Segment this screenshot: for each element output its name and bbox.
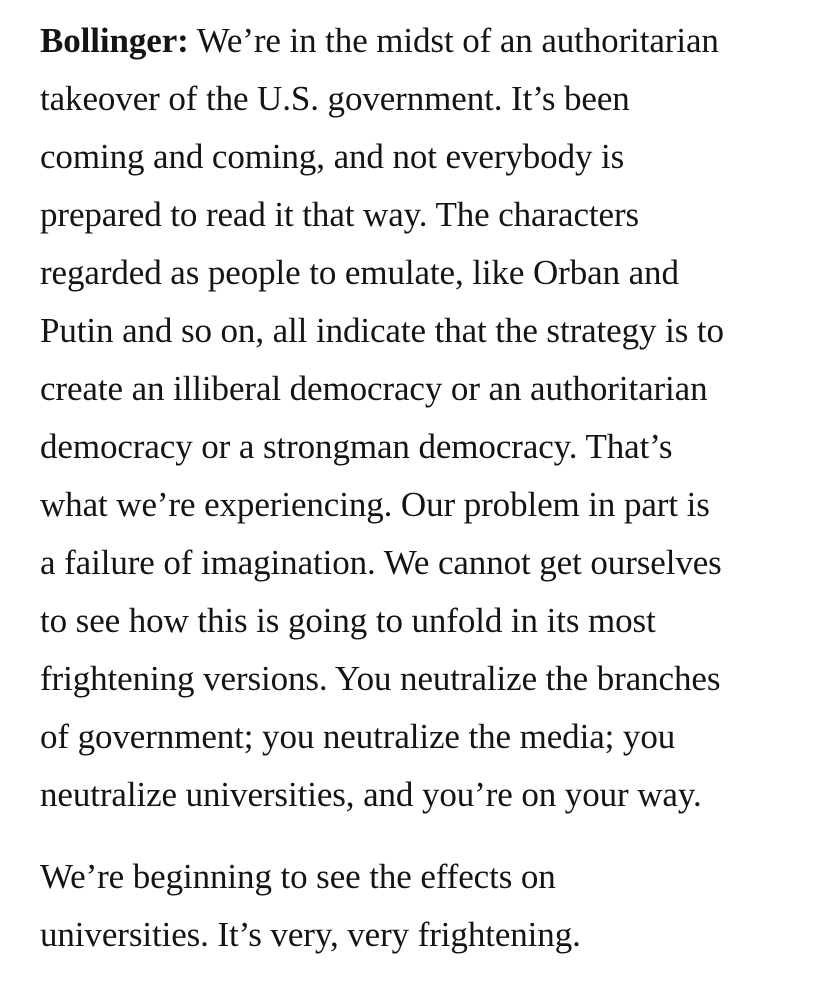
text-line: neutralize universities, and you’re on your way.: [40, 775, 702, 814]
text-line: regarded as people to emulate, like Orban and: [40, 253, 679, 292]
article-body: [40, 12, 800, 964]
text-line: universities. It’s very, very frightening.: [40, 915, 581, 954]
text-line: to see how this is going to unfold in its most: [40, 601, 656, 640]
speaker-name: Bollinger:: [40, 21, 189, 60]
paragraph-1: [40, 12, 800, 824]
text-line: of government; you neutralize the media; you: [40, 717, 676, 756]
text-line: Putin and so on, all indicate that the strategy is to: [40, 311, 724, 350]
text-line: frightening versions. You neutralize the branches: [40, 659, 721, 698]
text-line: create an illiberal democracy or an authoritarian: [40, 369, 708, 408]
paragraph-2: [40, 848, 800, 964]
text-line: prepared to read it that way. The characters: [40, 195, 640, 234]
text-line: coming and coming, and not everybody is: [40, 137, 625, 176]
text-line: takeover of the U.S. government. It’s been: [40, 79, 630, 118]
text-line: We’re beginning to see the effects on: [40, 857, 556, 896]
text-line: [40, 12, 800, 70]
text-line: what we’re experiencing. Our problem in part is: [40, 485, 710, 524]
text-line: democracy or a strongman democracy. That’s: [40, 427, 673, 466]
text-line: a failure of imagination. We cannot get ourselves: [40, 543, 722, 582]
text-line-segment: We’re in the midst of an authoritarian: [188, 21, 719, 60]
